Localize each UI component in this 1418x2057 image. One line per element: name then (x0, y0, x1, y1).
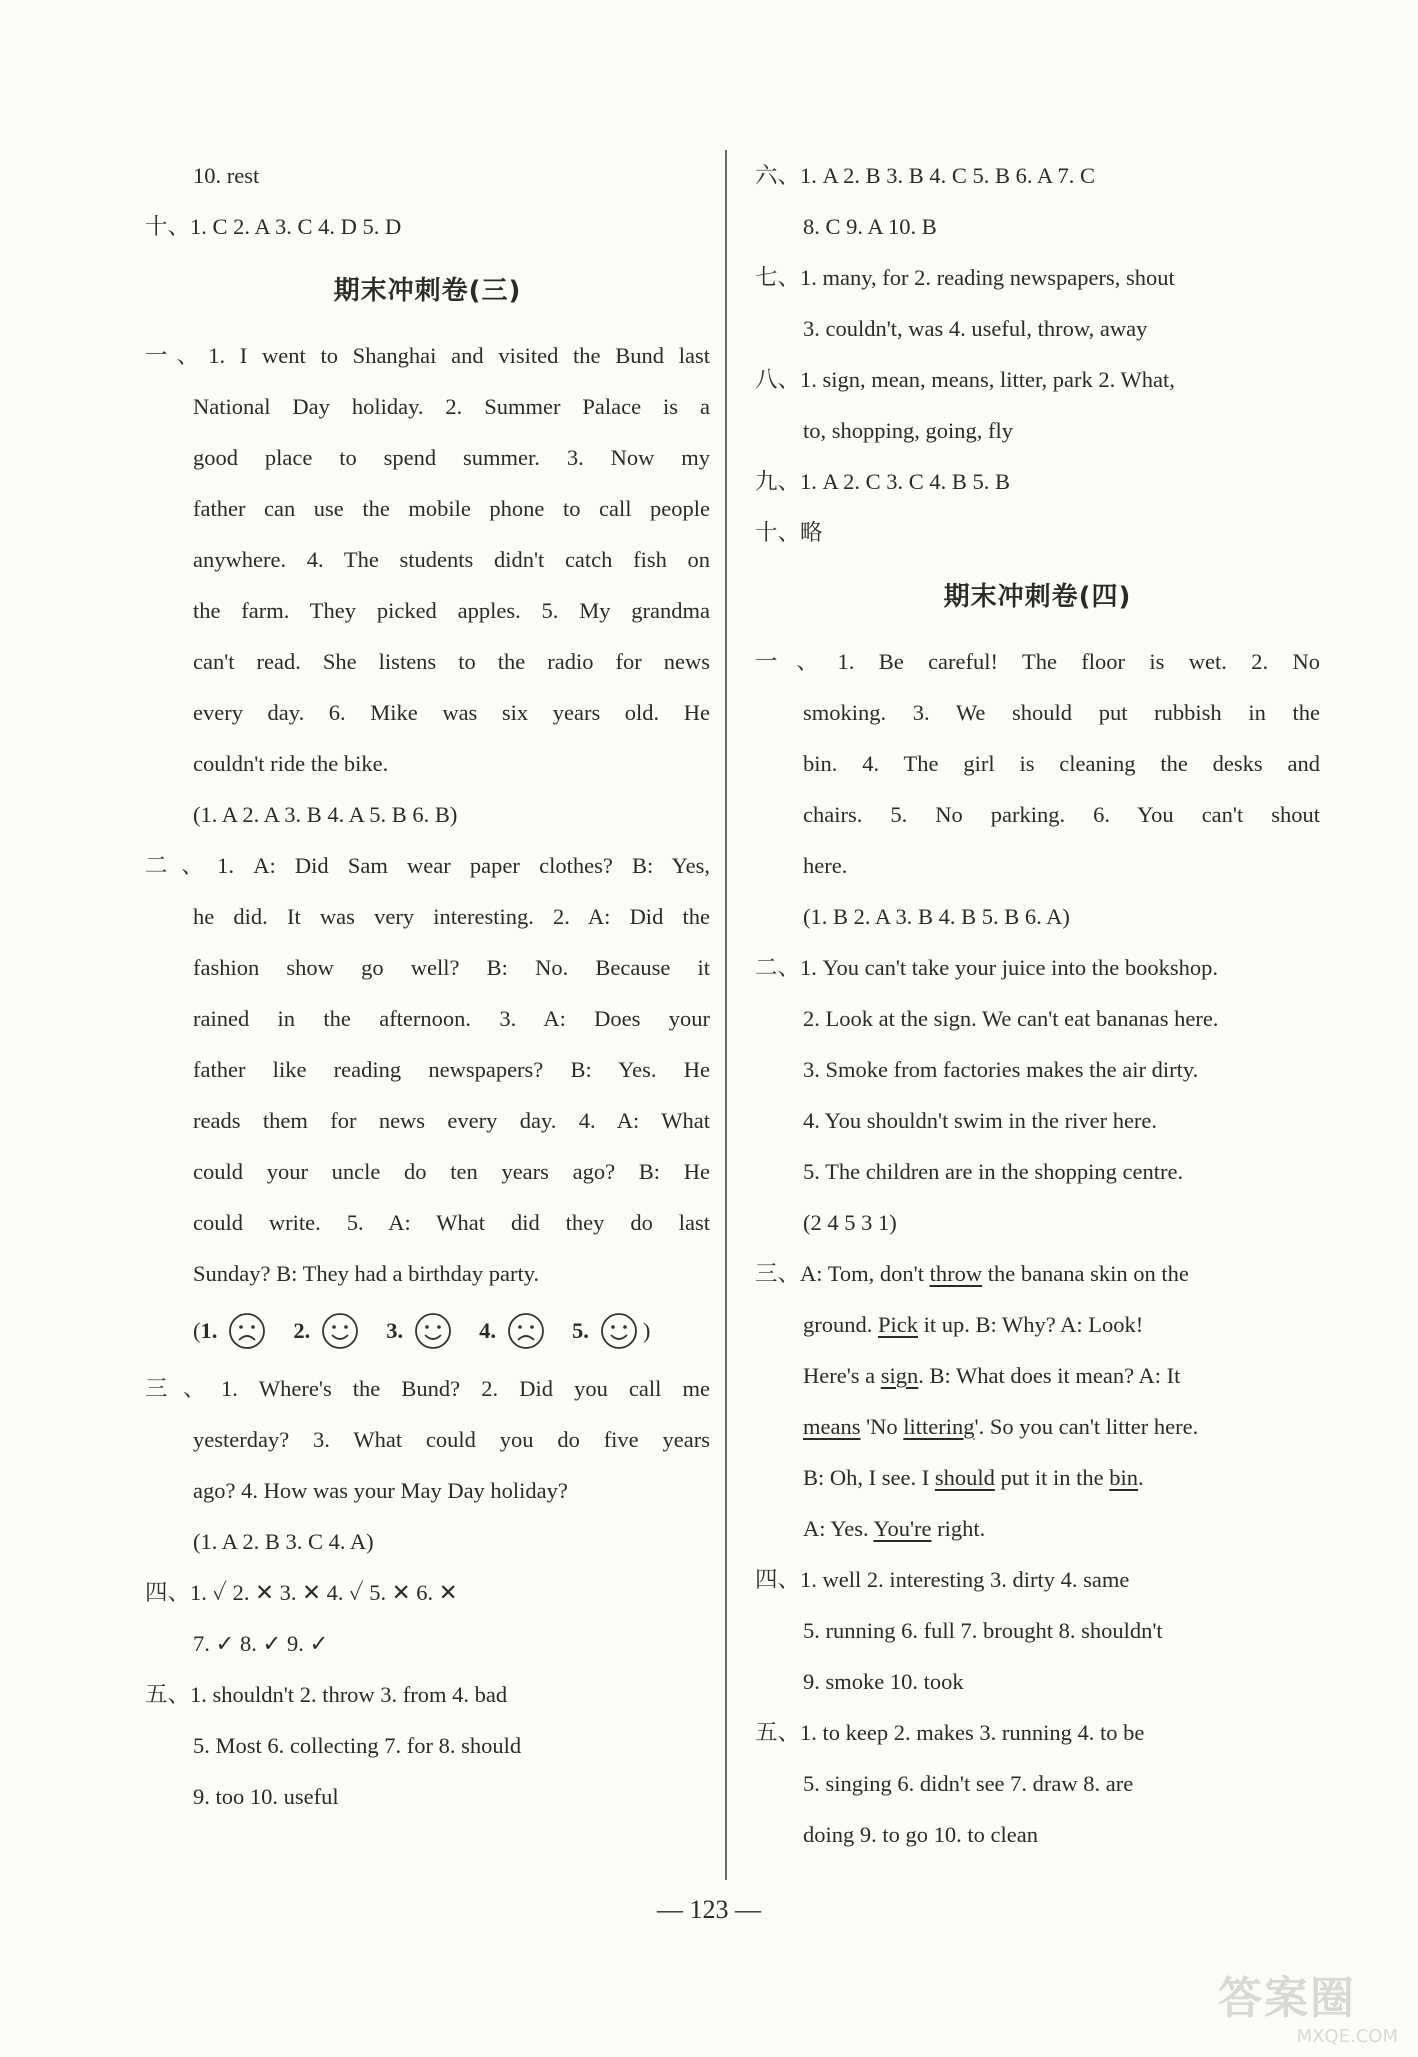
face-label: 4. (479, 1318, 496, 1343)
face-label: 2. (293, 1318, 311, 1343)
answer-line: reads them for news every day. 4. A: What (193, 1108, 710, 1133)
text-run: . (1138, 1465, 1144, 1490)
left-column (145, 150, 710, 1822)
answer-line: ago? 4. How was your May Day holiday? (193, 1478, 568, 1503)
underlined-answer: littering (903, 1414, 975, 1439)
exam3-part4 (145, 1567, 710, 1669)
answer-line: 十、1. C 2. A 3. C 4. D 5. D (145, 214, 402, 239)
answer-line: can't read. She listens to the radio for news (193, 649, 710, 674)
answer-line: (1. B 2. A 3. B 4. B 5. B 6. A) (803, 904, 1070, 929)
exam4-part4 (755, 1554, 1320, 1707)
answer-line: 3. Smoke from factories makes the air dirty. (803, 1057, 1199, 1082)
answer-line: chairs. 5. No parking. 6. You can't shout (803, 802, 1320, 827)
answer-line (755, 1503, 1320, 1554)
answer-line: yesterday? 3. What could you do five years (193, 1427, 710, 1452)
answer-line: doing 9. to go 10. to clean (803, 1822, 1038, 1847)
answer-line: 8. C 9. A 10. B (803, 214, 937, 239)
text-run: the banana skin on the (982, 1261, 1189, 1286)
answer-line: to, shopping, going, fly (803, 418, 1014, 443)
answer-line: 5. running 6. full 7. brought 8. shouldn't (803, 1618, 1163, 1643)
answer-line: 八、1. sign, mean, means, litter, park 2. What, (755, 367, 1175, 392)
sad-face-icon (227, 1311, 267, 1351)
section-title-exam-4: 期末冲刺卷(四) (943, 582, 1132, 612)
face-answer-1 (201, 1299, 268, 1363)
watermark-text: 答案圈 (1218, 1973, 1356, 2024)
underlined-answer: You're (873, 1516, 932, 1541)
face-answer-2 (293, 1299, 360, 1363)
answer-line: 9. smoke 10. took (803, 1669, 964, 1694)
exam4-part2 (755, 942, 1320, 1248)
answer-line: 四、1. ✓ 2. ✕ 3. ✕ 4. ✓ 5. ✕ 6. ✕ (145, 1580, 458, 1605)
happy-face-icon (599, 1311, 639, 1351)
underlined-answer: Pick (878, 1312, 919, 1337)
answer-line: 3. couldn't, was 4. useful, throw, away (803, 316, 1148, 341)
answer-line: here. (803, 853, 848, 878)
answer-line (755, 1401, 1320, 1452)
face-label: 3. (386, 1318, 404, 1343)
face-answers (145, 1299, 710, 1363)
exam4-part1 (755, 636, 1320, 942)
answer-line: rained in the afternoon. 3. A: Does your (193, 1006, 710, 1031)
answer-line: 四、1. well 2. interesting 3. dirty 4. same (755, 1567, 1130, 1592)
answer-line: 十、略 (755, 520, 823, 545)
answer-line: 二、1. A: Did Sam wear paper clothes? B: Yes, (145, 853, 710, 878)
answer-line (755, 1350, 1320, 1401)
answer-line: 二、1. You can't take your juice into the bookshop. (755, 955, 1218, 980)
answer-line: fashion show go well? B: No. Because it (193, 955, 710, 980)
face-answer-4 (479, 1299, 546, 1363)
section-title-exam-3: 期末冲刺卷(三) (333, 276, 522, 306)
right-column (755, 150, 1320, 1860)
text-run: ground. (803, 1312, 878, 1337)
exam4-part3-dialogue (755, 1248, 1320, 1554)
happy-face-icon (320, 1311, 360, 1351)
answer-line: smoking. 3. We should put rubbish in the (803, 700, 1320, 725)
exam3-part1 (145, 330, 710, 840)
answer-line: 五、1. to keep 2. makes 3. running 4. to be (755, 1720, 1145, 1745)
answer-line: 10. rest (193, 163, 260, 188)
page-number: — 123 — (657, 1895, 761, 1924)
text-run: put it in the (994, 1465, 1110, 1490)
text-run: Here's a (803, 1363, 881, 1388)
paren-close: ) (642, 1318, 651, 1343)
text-run: . B: What does it mean? A: It (918, 1363, 1181, 1388)
answer-line: 7. ✓ 8. ✓ 9. ✓ (193, 1631, 329, 1656)
answer-line: 5. singing 6. didn't see 7. draw 8. are (803, 1771, 1134, 1796)
answer-line: 九、1. A 2. C 3. C 4. B 5. B (755, 469, 1011, 494)
happy-face-icon (413, 1311, 453, 1351)
answer-line: National Day holiday. 2. Summer Palace is a (193, 394, 710, 419)
answer-line: bin. 4. The girl is cleaning the desks and (803, 751, 1320, 776)
exam4-part5 (755, 1707, 1320, 1860)
exam3-part2 (145, 840, 710, 1299)
answer-line: good place to spend summer. 3. Now my (193, 445, 710, 470)
text-run: '. So you can't litter here. (974, 1414, 1199, 1439)
face-label: 1. (200, 1318, 218, 1343)
face-label: 5. (572, 1318, 589, 1343)
text-run: 'No (860, 1414, 904, 1439)
answer-line: 4. You shouldn't swim in the river here. (803, 1108, 1158, 1133)
answer-line (755, 1452, 1320, 1503)
text-run: A: Yes. (803, 1516, 874, 1541)
answer-line: 三、1. Where's the Bund? 2. Did you call me (145, 1376, 710, 1401)
answer-line: 一、1. I went to Shanghai and visited the Bund last (145, 343, 710, 368)
answer-line: he did. It was very interesting. 2. A: Did the (193, 904, 710, 929)
answer-line: could write. 5. A: What did they do last (193, 1210, 710, 1235)
answer-line: the farm. They picked apples. 5. My grandma (193, 598, 710, 623)
answer-line: 5. The children are in the shopping centre. (803, 1159, 1184, 1184)
text-run: B: Oh, I see. I (803, 1465, 935, 1490)
underlined-answer: throw (929, 1261, 983, 1286)
answer-line: (2 4 5 3 1) (803, 1210, 897, 1235)
watermark-url: MXQE.COM (1296, 2026, 1398, 2047)
underlined-answer: should (934, 1465, 995, 1490)
answer-line: (1. A 2. A 3. B 4. A 5. B 6. B) (193, 802, 458, 827)
answer-line: father like reading newspapers? B: Yes. He (193, 1057, 710, 1082)
answer-line: 一、1. Be careful! The floor is wet. 2. No (755, 649, 1320, 674)
answer-line: 六、1. A 2. B 3. B 4. C 5. B 6. A 7. C (755, 163, 1096, 188)
text-run: right. (931, 1516, 986, 1541)
face-answer-5 (572, 1299, 639, 1363)
answer-line: every day. 6. Mike was six years old. He (193, 700, 710, 725)
answer-line: 2. Look at the sign. We can't eat bananas here. (803, 1006, 1219, 1031)
exam3-part5 (145, 1669, 710, 1822)
answer-line: (1. A 2. B 3. C 4. A) (193, 1529, 374, 1554)
answer-line: anywhere. 4. The students didn't catch fish on (193, 547, 710, 572)
exam3-part3 (145, 1363, 710, 1567)
watermark-logo (1218, 1962, 1398, 2047)
underlined-answer: means (803, 1414, 861, 1439)
answer-line: could your uncle do ten years ago? B: He (193, 1159, 710, 1184)
answer-line: 五、1. shouldn't 2. throw 3. from 4. bad (145, 1682, 508, 1707)
answer-line: couldn't ride the bike. (193, 751, 389, 776)
answer-line: father can use the mobile phone to call people (193, 496, 710, 521)
underlined-answer: bin (1109, 1465, 1139, 1490)
answer-line: 七、1. many, for 2. reading newspapers, shout (755, 265, 1175, 290)
underlined-answer: sign (880, 1363, 919, 1388)
answer-line: Sunday? B: They had a birthday party. (193, 1261, 540, 1286)
answer-line (755, 1299, 1320, 1350)
column-divider (725, 150, 727, 1880)
sad-face-icon (506, 1311, 546, 1351)
text-run: 三、A: Tom, don't (755, 1261, 930, 1286)
answer-line: 9. too 10. useful (193, 1784, 339, 1809)
answer-line: 5. Most 6. collecting 7. for 8. should (193, 1733, 522, 1758)
text-run: it up. B: Why? A: Look! (918, 1312, 1144, 1337)
paren-open: ( (193, 1318, 201, 1343)
answer-line (755, 1248, 1320, 1299)
face-answer-3 (386, 1299, 453, 1363)
